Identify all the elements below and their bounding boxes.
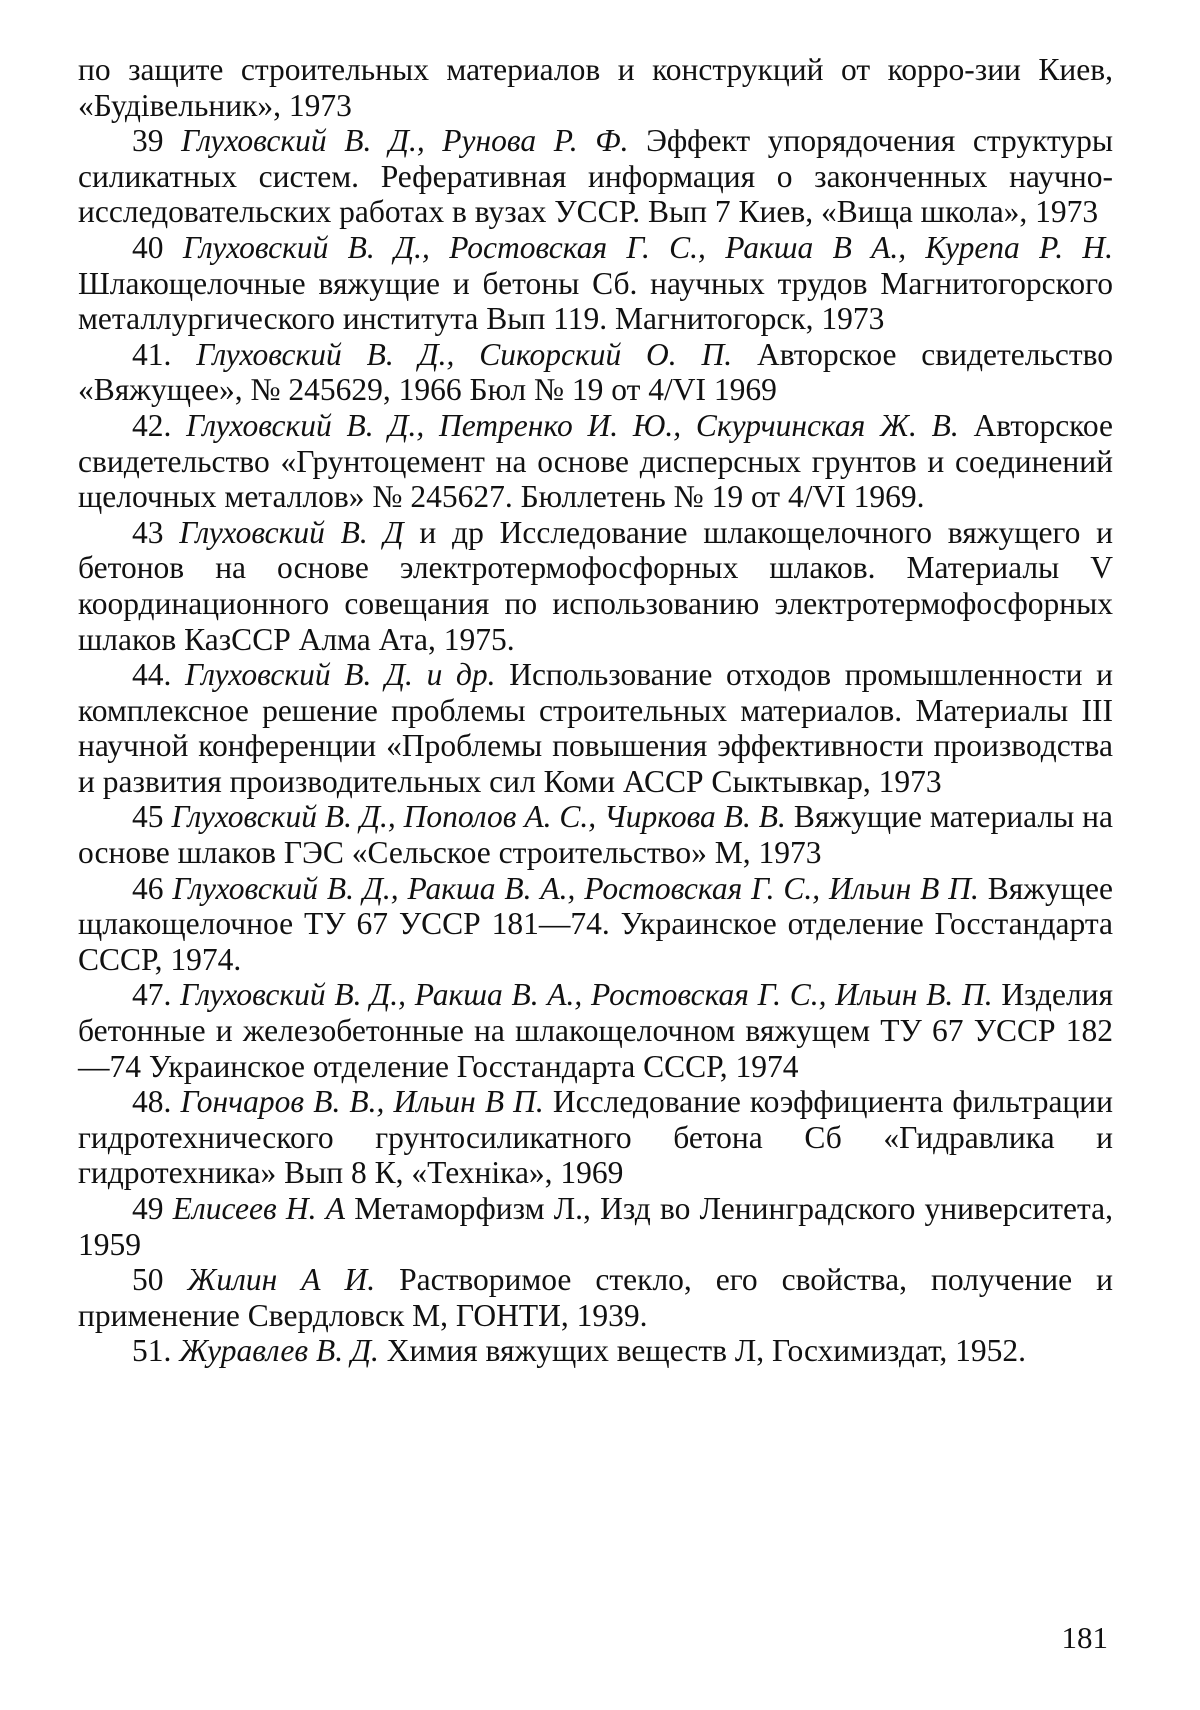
entry-number: 44.	[132, 657, 172, 693]
bibliography-entry-41	[78, 337, 1113, 408]
entry-number: 43	[132, 514, 164, 550]
entry-authors: Гончаров В. В., Ильин В П.	[180, 1084, 544, 1120]
bibliography-entry-40	[78, 230, 1113, 337]
entry-authors: Глуховский В. Д., Сикорский О. П.	[196, 336, 733, 372]
bibliography-entry-51	[78, 1333, 1113, 1369]
bibliography-entry-48	[78, 1084, 1113, 1191]
entry-text: и др Исследование шлакощелочного вяжущего и бетонов на основе электротермофосфорных шлаков. Материалы V координационного совещания по использованию электротермофосфорных шлаков КазССР Алма Ата, 1975.	[78, 514, 1114, 657]
entry-text: Метаморфизм Л., Изд во Ленинградского университета, 1959	[78, 1191, 1114, 1262]
bibliography-entry-44	[78, 657, 1113, 799]
entry-number: 41.	[132, 336, 172, 372]
entry-text: Авторское свидетельство «Грунтоцемент на основе дисперсных грунтов и соединений щелочных металлов» № 245627. Бюллетень № 19 от 4/VI 1969.	[78, 407, 1114, 515]
bibliography-entry-42	[78, 408, 1113, 515]
bibliography-entry-continued	[78, 52, 1113, 123]
entry-authors: Глуховский В. Д., Ростовская Г. С., Ракша В А., Курепа Р. Н.	[182, 229, 1114, 265]
entry-number: 45	[132, 799, 164, 835]
entry-authors: Глуховский В. Д., Петренко И. Ю., Скурчинская Ж. В.	[186, 407, 959, 443]
entry-text: Изделия бетонные и железобетонные на шлакощелочном вяжущем ТУ 67 УССР 182—74 Украинское отделение Госстандарта СССР, 1974	[78, 977, 1114, 1084]
entry-text: Растворимое стекло, его свойства, получение и применение Свердловск М, ГОНТИ, 1939.	[78, 1262, 1113, 1333]
entry-authors: Глуховский В. Д., Ракша В. А., Ростовская Г. С., Ильин В. П.	[180, 977, 993, 1013]
entry-text: Шлакощелочные вяжущие и бетоны Сб. научных трудов Магнитогорского металлургического института Вып 119. Магнитогорск, 1973	[78, 265, 1113, 337]
entry-text: Эффект упорядочения структуры силикатных систем. Реферативная информация о законченных научно-исследовательских работах в вузах УССР. Вып 7 Киев, «Вища школа», 1973	[78, 123, 1114, 230]
entry-text: Вяжущее щлакощелочное ТУ 67 УССР 181—74. Украинское отделение Госстандарта СССР, 1974.	[78, 870, 1114, 977]
bibliography-page	[78, 52, 1113, 1369]
bibliography-entry-47	[78, 977, 1113, 1084]
entry-number: 48.	[132, 1084, 172, 1120]
entry-authors: Глуховский В. Д	[179, 514, 404, 550]
bibliography-entry-39	[78, 123, 1113, 230]
entry-authors: Глуховский В. Д., Пополов А. С., Чиркова В. В.	[171, 799, 786, 835]
entry-authors: Жилин А И.	[187, 1262, 376, 1298]
bibliography-entry-50	[78, 1262, 1113, 1333]
entry-authors: Елисеев Н. А	[172, 1191, 345, 1226]
entry-number: 40	[132, 229, 164, 265]
entry-authors: Глуховский В. Д., Рунова Р. Ф.	[181, 123, 629, 159]
entry-number: 39	[132, 123, 164, 159]
entry-number: 49	[132, 1191, 164, 1226]
entry-number: 46	[132, 870, 164, 906]
entry-number: 42.	[132, 407, 172, 443]
bibliography-entry-49	[78, 1191, 1113, 1262]
entry-authors: Глуховский В. Д. и др.	[185, 657, 496, 693]
page-number: 181	[1061, 1620, 1108, 1655]
bibliography-entry-45	[78, 799, 1113, 870]
entry-number: 47.	[132, 977, 172, 1013]
entry-authors: Журавлев В. Д.	[179, 1333, 379, 1369]
entry-authors: Глуховский В. Д., Ракша В. А., Ростовская Г. С., Ильин В П.	[172, 870, 979, 906]
entry-text: Использование отходов промышленности и комплексное решение проблемы строительных материалов. Материалы III научной конференции «Проблемы повышения эффективности производства и развития производительных сил Коми АССР Сыктывкар, 1973	[78, 657, 1113, 799]
entry-text: Авторское свидетельство «Вяжущее», № 245629, 1966 Бюл № 19 от 4/VI 1969	[78, 336, 1114, 408]
entry-text: Исследование коэффициента фильтрации гидротехнического грунтосиликатного бетона Сб «Гидравлика и гидротехника» Вып 8 К, «Техніка», 1969	[78, 1084, 1114, 1191]
entry-number: 50	[132, 1262, 164, 1298]
entry-text: Химия вяжущих веществ Л, Госхимиздат, 1952.	[386, 1333, 1027, 1369]
entry-number: 51.	[132, 1333, 172, 1369]
bibliography-entry-43	[78, 515, 1113, 657]
entry-text: по защите строительных материалов и конструкций от корро-зии Киев, «Будівельник», 1973	[78, 52, 1113, 123]
bibliography-entry-46	[78, 871, 1113, 978]
entry-text: Вяжущие материалы на основе шлаков ГЭС «Сельское строительство» М, 1973	[78, 799, 1114, 871]
